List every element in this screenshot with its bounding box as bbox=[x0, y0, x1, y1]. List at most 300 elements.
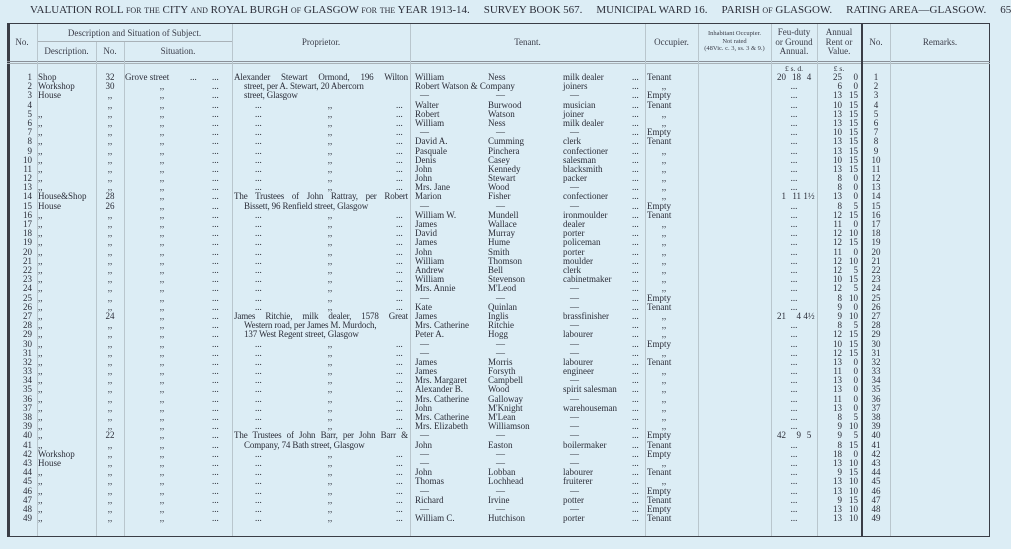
rent-pounds: 13 bbox=[833, 476, 842, 487]
row-number-right: 16 bbox=[871, 209, 881, 220]
description: ,, bbox=[38, 439, 43, 450]
situation-ditto: ,, bbox=[159, 393, 165, 404]
occupier-ditto: ,, bbox=[661, 246, 667, 257]
street-number: ,, bbox=[107, 366, 113, 377]
occupier-ditto: ,, bbox=[661, 145, 667, 156]
proprietor: The Trustees of John Barr, per John Barr & bbox=[234, 430, 408, 441]
situation-dots: ... bbox=[212, 393, 219, 404]
rent-pounds: 9 bbox=[837, 430, 842, 441]
occupier-ditto: ,, bbox=[661, 375, 667, 386]
proprietor-ditto: ,, bbox=[327, 375, 333, 386]
rent-pounds: 13 bbox=[833, 90, 842, 101]
tenant-first-name: Mrs. Jane bbox=[415, 182, 450, 193]
proprietor-dots: ... bbox=[255, 476, 262, 487]
tenant-occupation: — bbox=[570, 338, 579, 349]
tenant-surname-dash: — bbox=[496, 485, 505, 496]
row-number: 15 bbox=[23, 200, 32, 211]
street-number: ,, bbox=[107, 136, 113, 147]
proprietor-ditto: ,, bbox=[327, 421, 333, 432]
description: ,, bbox=[38, 219, 43, 230]
description: ,, bbox=[38, 513, 43, 524]
description: ,, bbox=[38, 356, 43, 367]
proprietor-dots: ... bbox=[396, 108, 403, 119]
feu-dots: ... bbox=[790, 402, 798, 413]
tenant-occupation: — bbox=[570, 393, 579, 404]
rent-pounds: 8 bbox=[837, 200, 842, 211]
proprietor-ditto: ,, bbox=[327, 255, 333, 266]
rent-shillings: 0 bbox=[853, 402, 858, 413]
situation-ditto: ,, bbox=[159, 412, 165, 423]
situation-dots: ... bbox=[212, 154, 219, 165]
situation-dots: ... bbox=[212, 173, 219, 184]
tenant-occupation: — bbox=[570, 292, 579, 303]
feu-dots: ... bbox=[790, 90, 798, 101]
proprietor-dots: ... bbox=[396, 136, 403, 147]
row-number-right: 15 bbox=[871, 200, 881, 211]
tenant-surname: Bell bbox=[488, 264, 503, 275]
proprietor-ditto: ,, bbox=[327, 127, 333, 138]
tenant-dots: ... bbox=[632, 439, 639, 450]
tenant-surname: Burwood bbox=[488, 99, 522, 110]
tenant-dots: ... bbox=[632, 274, 639, 285]
rating-area: RATING AREA—GLASGOW. bbox=[846, 4, 987, 16]
header-occupier: Occupier. bbox=[654, 37, 689, 47]
row-number: 2 bbox=[27, 81, 32, 92]
proprietor-dots: ... bbox=[255, 274, 262, 285]
description: ,, bbox=[38, 182, 43, 193]
proprietor-dots: ... bbox=[396, 402, 403, 413]
situation-dots: ... bbox=[212, 292, 219, 303]
tenant-occupation: musician bbox=[563, 99, 596, 110]
proprietor-dots: ... bbox=[255, 448, 262, 459]
column-rule bbox=[890, 24, 891, 536]
tenant-occupation: joiners bbox=[563, 81, 588, 92]
proprietor-ditto: ,, bbox=[327, 136, 333, 147]
situation-dots: ... bbox=[212, 301, 219, 312]
tenant-dots: ... bbox=[632, 292, 639, 303]
row-number-right: 8 bbox=[873, 136, 879, 147]
proprietor-dots: ... bbox=[396, 301, 403, 312]
street-number: ,, bbox=[107, 384, 113, 395]
tenant-dots: ... bbox=[632, 430, 639, 441]
row-number-right: 48 bbox=[871, 503, 881, 514]
row-number: 47 bbox=[23, 494, 32, 505]
situation-ditto: ,, bbox=[159, 457, 165, 468]
rent-pounds: 13 bbox=[833, 145, 842, 156]
occupier-ditto: ,, bbox=[661, 347, 667, 358]
description: ,, bbox=[38, 301, 43, 312]
proprietor-ditto: ,, bbox=[327, 347, 333, 358]
rent-pounds: 13 bbox=[833, 108, 842, 119]
tenant-surname: Wood bbox=[488, 384, 510, 395]
proprietor-dots: ... bbox=[396, 154, 403, 165]
tenant-occupation: — bbox=[570, 421, 579, 432]
situation-ditto: ,, bbox=[159, 136, 165, 147]
street-number: 32 bbox=[105, 72, 115, 82]
proprietor-ditto: ,, bbox=[327, 402, 333, 413]
row-number: 11 bbox=[23, 163, 32, 174]
row-number-right: 9 bbox=[873, 145, 879, 156]
column-rule bbox=[698, 24, 699, 536]
situation-ditto: ,, bbox=[159, 219, 165, 230]
row-number-right: 31 bbox=[871, 347, 881, 358]
street-number: ,, bbox=[107, 173, 113, 184]
situation-ditto: ,, bbox=[159, 200, 165, 211]
tenant-occupation: fruiterer bbox=[563, 476, 593, 487]
tenant-first-dash: — bbox=[420, 503, 429, 514]
row-number: 20 bbox=[23, 246, 32, 257]
proprietor: 137 West Regent street, Glasgow bbox=[244, 329, 359, 340]
occupier-ditto: ,, bbox=[661, 320, 667, 331]
rent-shillings: 0 bbox=[853, 81, 858, 92]
tenant-occupation: — bbox=[570, 448, 579, 459]
rent-pounds: 13 bbox=[833, 136, 842, 147]
description: ,, bbox=[38, 430, 43, 441]
rent-shillings: 0 bbox=[853, 173, 858, 184]
proprietor-dots: ... bbox=[396, 127, 403, 138]
situation-dots: ... bbox=[212, 108, 219, 119]
tenant-dots: ... bbox=[632, 283, 639, 294]
occupier: Tenant bbox=[647, 209, 672, 220]
street-number: ,, bbox=[107, 292, 113, 303]
occupier: Empty bbox=[647, 338, 671, 349]
tenant-dots: ... bbox=[632, 384, 639, 395]
rent-shillings: 0 bbox=[853, 219, 858, 230]
situation-dots: ... bbox=[212, 163, 219, 174]
proprietor-ditto: ,, bbox=[327, 173, 333, 184]
rent-shillings: 0 bbox=[853, 246, 858, 257]
feu-pence: 4½ bbox=[803, 310, 815, 321]
proprietor-dots: ... bbox=[396, 412, 403, 423]
description: ,, bbox=[38, 402, 43, 413]
situation-dots: ... bbox=[212, 136, 219, 147]
row-number-right: 21 bbox=[871, 255, 881, 266]
rent-pounds: 12 bbox=[833, 237, 842, 248]
tenant-surname: Smith bbox=[488, 246, 510, 257]
row-number: 33 bbox=[23, 366, 32, 377]
proprietor-ditto: ,, bbox=[327, 228, 333, 239]
tenant-first-name: John bbox=[415, 163, 433, 174]
situation-ditto: ,, bbox=[159, 329, 165, 340]
tenant-surname: Lochhead bbox=[488, 476, 524, 487]
row-number: 48 bbox=[23, 503, 32, 514]
rent-pounds: 9 bbox=[837, 494, 842, 505]
situation-ditto: ,, bbox=[159, 301, 165, 312]
tenant-occupation: — bbox=[570, 375, 579, 386]
rent-pounds: 10 bbox=[833, 274, 842, 285]
feu-dots: ... bbox=[790, 485, 798, 496]
tenant-dots: ... bbox=[632, 338, 639, 349]
proprietor-dots: ... bbox=[396, 99, 403, 110]
tenant-dots: ... bbox=[632, 457, 639, 468]
rent-pounds: 13 bbox=[833, 191, 842, 202]
situation-dots: ... bbox=[212, 421, 219, 432]
proprietor-ditto: ,, bbox=[327, 338, 333, 349]
street-number: ,, bbox=[107, 503, 113, 514]
situation-ditto: ,, bbox=[159, 421, 165, 432]
row-number: 45 bbox=[23, 476, 32, 487]
row-number: 28 bbox=[23, 320, 32, 331]
description: ,, bbox=[38, 485, 43, 496]
row-number: 9 bbox=[27, 145, 32, 156]
header-feu-line: Annual. bbox=[779, 46, 809, 56]
rent-pounds: 12 bbox=[833, 255, 842, 266]
rent-shillings: 15 bbox=[849, 338, 858, 349]
tenant-first-dash: — bbox=[420, 347, 429, 358]
proprietor-dots: ... bbox=[255, 246, 262, 257]
tenant-occupation: warehouseman bbox=[563, 402, 617, 413]
rent-pounds: 8 bbox=[837, 182, 842, 193]
occupier-ditto: ,, bbox=[661, 154, 667, 165]
description: ,, bbox=[38, 503, 43, 514]
row-number: 42 bbox=[23, 448, 32, 459]
tenant-surname: Stevenson bbox=[488, 274, 525, 285]
rent-pounds: 12 bbox=[833, 228, 842, 239]
situation-dots: ... bbox=[212, 145, 219, 156]
tenant-dots: ... bbox=[632, 255, 639, 266]
tenant-first-dash: — bbox=[420, 457, 429, 468]
description: ,, bbox=[38, 163, 43, 174]
tenant-first-name: John bbox=[415, 246, 433, 257]
header-rent-line: Value. bbox=[827, 46, 851, 56]
row-number: 25 bbox=[23, 292, 32, 303]
proprietor-ditto: ,, bbox=[327, 108, 333, 119]
tenant-occupation: — bbox=[570, 301, 579, 312]
proprietor-dots: ... bbox=[255, 412, 262, 423]
situation-dots: ... bbox=[212, 117, 219, 128]
tenant-dots: ... bbox=[632, 237, 639, 248]
tenant-name: Robert Watson & Company bbox=[415, 81, 515, 92]
feu-dots: ... bbox=[790, 81, 798, 92]
feu-dots: ... bbox=[790, 476, 798, 487]
proprietor-dots: ... bbox=[255, 375, 262, 386]
occupier-ditto: ,, bbox=[661, 264, 667, 275]
description: ,, bbox=[38, 117, 43, 128]
feu-pence: 1½ bbox=[803, 191, 815, 202]
description: House bbox=[38, 200, 61, 211]
occupier: Empty bbox=[647, 503, 671, 514]
description: ,, bbox=[38, 375, 43, 386]
roll-title: VALUATION ROLL for the CITY and ROYAL BURGH of GLASGOW for the YEAR 1913-14. bbox=[30, 4, 470, 16]
occupier: Empty bbox=[647, 430, 671, 441]
row-number: 5 bbox=[27, 108, 32, 119]
description: ,, bbox=[38, 237, 43, 248]
situation-dots: ... bbox=[212, 310, 219, 321]
tenant-first-dash: — bbox=[420, 200, 429, 211]
proprietor: Bissett, 96 Renfield street, Glasgow bbox=[244, 200, 369, 211]
proprietor-dots: ... bbox=[255, 163, 262, 174]
feu-dots: ... bbox=[790, 393, 798, 404]
situation-dots: ... bbox=[212, 347, 219, 358]
street-number: ,, bbox=[107, 90, 113, 101]
proprietor-dots: ... bbox=[396, 228, 403, 239]
tenant-occupation: — bbox=[570, 347, 579, 358]
feu-dots: ... bbox=[790, 200, 798, 211]
tenant-dots: ... bbox=[632, 375, 639, 386]
feu-dots: ... bbox=[790, 99, 798, 110]
rent-shillings: 0 bbox=[853, 191, 858, 202]
row-number-right: 47 bbox=[871, 494, 881, 505]
tenant-occupation: brassfinisher bbox=[563, 310, 609, 321]
row-number: 4 bbox=[27, 99, 32, 110]
proprietor-dots: ... bbox=[255, 173, 262, 184]
proprietor: The Trustees of John Rattray, per Robert bbox=[234, 191, 408, 202]
street-number: ,, bbox=[107, 494, 113, 505]
rent-shillings: 0 bbox=[853, 366, 858, 377]
street-number: ,, bbox=[107, 421, 113, 432]
tenant-surname: Williamson bbox=[488, 421, 530, 432]
proprietor-dots: ... bbox=[396, 338, 403, 349]
rent-pounds: 9 bbox=[837, 301, 842, 312]
occupier: Tenant bbox=[647, 467, 672, 478]
feu-dots: ... bbox=[790, 154, 798, 165]
proprietor-ditto: ,, bbox=[327, 513, 333, 524]
proprietor-dots: ... bbox=[255, 136, 262, 147]
rent-shillings: 5 bbox=[853, 412, 858, 423]
occupier-ditto: ,, bbox=[661, 457, 667, 468]
situation-ditto: ,, bbox=[159, 108, 165, 119]
feu-dots: ... bbox=[790, 264, 798, 275]
row-number-right: 27 bbox=[871, 310, 881, 321]
feu-pounds: 42 bbox=[777, 430, 786, 441]
column-rule bbox=[232, 24, 233, 536]
description: ,, bbox=[38, 329, 43, 340]
tenant-occupation: engineer bbox=[563, 366, 594, 377]
street-number: ,, bbox=[107, 117, 113, 128]
occupier: Tenant bbox=[647, 356, 672, 367]
tenant-dots: ... bbox=[632, 347, 639, 358]
situation-ditto: ,, bbox=[159, 494, 165, 505]
proprietor-dots: ... bbox=[255, 513, 262, 524]
tenant-dots: ... bbox=[632, 246, 639, 257]
tenant-occupation: moulder bbox=[563, 255, 593, 266]
occupier-ditto: ,, bbox=[661, 81, 667, 92]
tenant-occupation: dealer bbox=[563, 219, 585, 230]
rent-pounds: 13 bbox=[833, 163, 842, 174]
situation-ditto: ,, bbox=[159, 448, 165, 459]
occupier: Tenant bbox=[647, 136, 672, 147]
rent-shillings: 15 bbox=[849, 108, 858, 119]
street-number: ,, bbox=[107, 329, 113, 340]
proprietor-ditto: ,, bbox=[327, 264, 333, 275]
feu-dots: ... bbox=[790, 246, 798, 257]
row-number-right: 19 bbox=[871, 237, 881, 248]
row-number: 23 bbox=[23, 274, 32, 285]
rent-pounds: 8 bbox=[837, 320, 842, 331]
row-number: 12 bbox=[23, 173, 32, 184]
proprietor-dots: ... bbox=[396, 145, 403, 156]
row-number-right: 10 bbox=[871, 154, 881, 165]
situation-ditto: ,, bbox=[159, 310, 165, 321]
tenant-first-name: James bbox=[415, 366, 437, 377]
feu-dots: ... bbox=[790, 338, 798, 349]
tenant-occupation: joiner bbox=[563, 108, 584, 119]
rent-shillings: 0 bbox=[853, 301, 858, 312]
situation-dots: ... bbox=[212, 513, 219, 524]
situation-ditto: ,, bbox=[159, 127, 165, 138]
row-number: 43 bbox=[23, 457, 32, 468]
tenant-surname: Galloway bbox=[488, 393, 523, 404]
row-number: 26 bbox=[23, 301, 32, 312]
proprietor-dots: ... bbox=[396, 283, 403, 294]
proprietor-dots: ... bbox=[255, 237, 262, 248]
occupier-ditto: ,, bbox=[661, 191, 667, 202]
occupier-ditto: ,, bbox=[661, 366, 667, 377]
proprietor-dots: ... bbox=[396, 209, 403, 220]
tenant-dots: ... bbox=[632, 219, 639, 230]
row-number: 14 bbox=[23, 191, 32, 202]
tenant-dots: ... bbox=[632, 136, 639, 147]
feu-dots: ... bbox=[790, 329, 798, 340]
description: ,, bbox=[38, 467, 43, 478]
tenant-first-name: David A. bbox=[415, 136, 448, 147]
row-number-right: 14 bbox=[871, 191, 881, 202]
tenant-surname: Thomson bbox=[488, 255, 523, 266]
row-number-right: 40 bbox=[871, 430, 881, 441]
row-number-right: 24 bbox=[871, 283, 881, 294]
tenant-surname: Pinchera bbox=[488, 145, 520, 156]
tenant-surname-dash: — bbox=[496, 292, 505, 303]
description: ,, bbox=[38, 246, 43, 257]
row-number-right: 20 bbox=[871, 246, 881, 257]
tenant-first-name: John bbox=[415, 467, 433, 478]
rent-shillings: 15 bbox=[849, 163, 858, 174]
tenant-surname: Quinlan bbox=[488, 301, 517, 312]
proprietor-dots: ... bbox=[255, 219, 262, 230]
tenant-dots: ... bbox=[632, 90, 639, 101]
feu-shillings: 11 bbox=[792, 191, 801, 202]
tenant-dots: ... bbox=[632, 356, 639, 367]
rent-shillings: 10 bbox=[849, 485, 858, 496]
header-proprietor: Proprietor. bbox=[301, 37, 341, 47]
rent-pounds: 13 bbox=[833, 117, 842, 128]
tenant-dots: ... bbox=[632, 81, 639, 92]
proprietor-dots: ... bbox=[255, 292, 262, 303]
situation-dots: ... bbox=[212, 467, 219, 478]
situation-ditto: ,, bbox=[159, 283, 165, 294]
situation-ditto: ,, bbox=[159, 467, 165, 478]
situation-dots: ... bbox=[212, 448, 219, 459]
tenant-dots: ... bbox=[632, 412, 639, 423]
occupier-ditto: ,, bbox=[661, 283, 667, 294]
occupier-ditto: ,, bbox=[661, 219, 667, 230]
tenant-occupation: porter bbox=[563, 513, 585, 524]
row-number: 40 bbox=[23, 430, 32, 441]
header-description-situation: Description and Situation of Subject. bbox=[67, 28, 202, 38]
proprietor: Alexander Stewart Ormond, 196 Wilton bbox=[234, 72, 408, 82]
row-number: 29 bbox=[23, 329, 32, 340]
situation-dots: ... bbox=[212, 329, 219, 340]
proprietor-ditto: ,, bbox=[327, 467, 333, 478]
situation-dots: ... bbox=[212, 412, 219, 423]
tenant-occupation: — bbox=[570, 412, 579, 423]
tenant-surname: M'Leod bbox=[488, 283, 517, 294]
rent-pounds: 9 bbox=[837, 467, 842, 478]
tenant-surname-dash: — bbox=[496, 503, 505, 514]
tenant-occupation: boilermaker bbox=[563, 439, 607, 450]
tenant-occupation: — bbox=[570, 90, 579, 101]
street-number: 24 bbox=[105, 310, 115, 321]
rent-shillings: 10 bbox=[849, 228, 858, 239]
parish: PARISH of GLASGOW. bbox=[721, 4, 833, 16]
proprietor-ditto: ,, bbox=[327, 145, 333, 156]
occupier-ditto: ,, bbox=[661, 412, 667, 423]
tenant-occupation: — bbox=[570, 430, 579, 441]
tenant-surname: Hutchison bbox=[488, 513, 525, 524]
street-number: ,, bbox=[107, 338, 113, 349]
occupier-ditto: ,, bbox=[661, 421, 667, 432]
occupier-ditto: ,, bbox=[661, 108, 667, 119]
